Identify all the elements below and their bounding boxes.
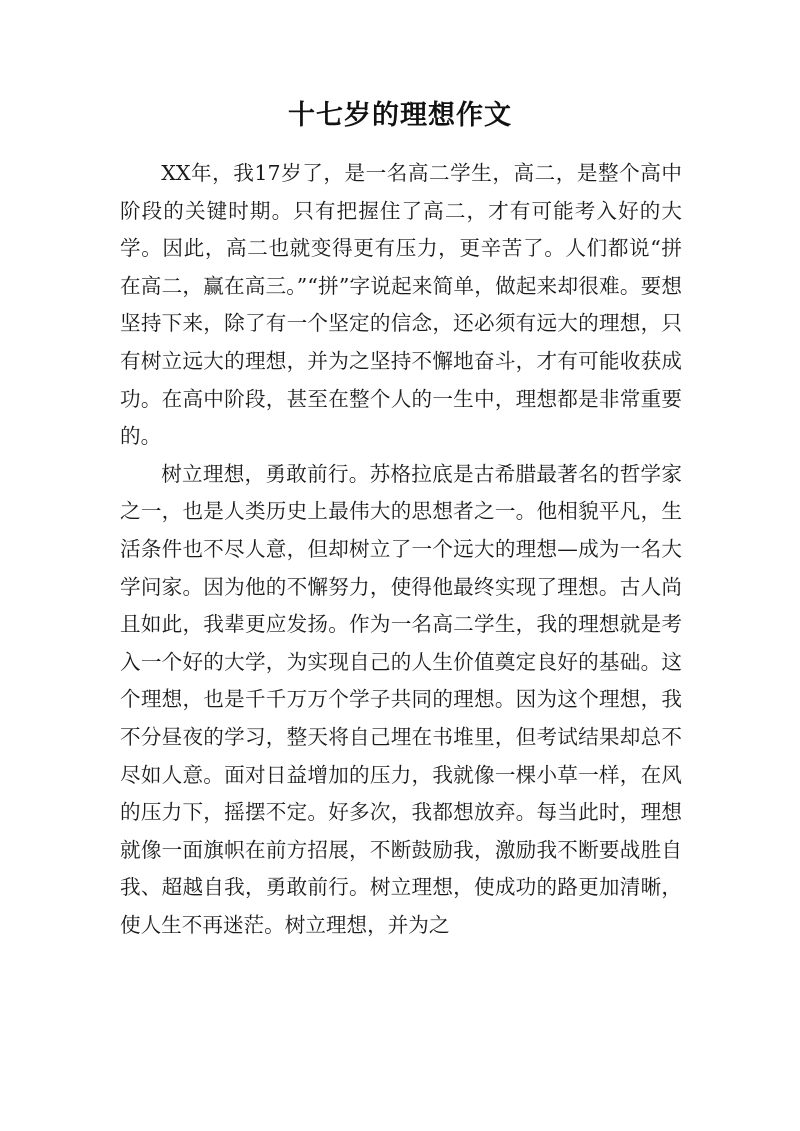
document-title: 十七岁的理想作文 <box>288 100 512 131</box>
document-body <box>120 155 682 944</box>
paragraph-2: 树立理想，勇敢前行。苏格拉底是古希腊最著名的哲学家之一，也是人类历史上最伟大的思想者之一。他相貌平凡，生活条件也不尽人意，但却树立了一个远大的理想—成为一名大学问家。因为他的不懈努力，使得他最终实现了理想。古人尚且如此，我辈更应发扬。作为一名高二学生，我的理想就是考入一个好的大学，为实现自己的人生价值奠定良好的基础。这个理想，也是千千万万个学子共同的理想。因为这个理想，我不分昼夜的学习，整天将自己埋在书堆里，但考试结果却总不尽如人意。面对日益增加的压力，我就像一棵小草一样，在风的压力下，摇摆不定。好多次，我都想放弃。每当此时，理想就像一面旗帜在前方招展，不断鼓励我，激励我不断要战胜自我、超越自我，勇敢前行。树立理想，使成功的路更加清晰，使人生不再迷茫。树立理想，并为之 <box>120 461 682 937</box>
paragraph-1: XX年，我17岁了，是一名高二学生，高二，是整个高中阶段的关键时期。只有把握住了高二，才有可能考入好的大学。因此，高二也就变得更有压力，更辛苦了。人们都说“拼在高二，赢在高三。”“拼”字说起来简单，做起来却很难。要想坚持下来，除了有一个坚定的信念，还必须有远大的理想，只有树立远大的理想，并为之坚持不懈地奋斗，才有可能收获成功。在高中阶段，甚至在整个人的一生中，理想都是非常重要的。 <box>120 161 682 449</box>
